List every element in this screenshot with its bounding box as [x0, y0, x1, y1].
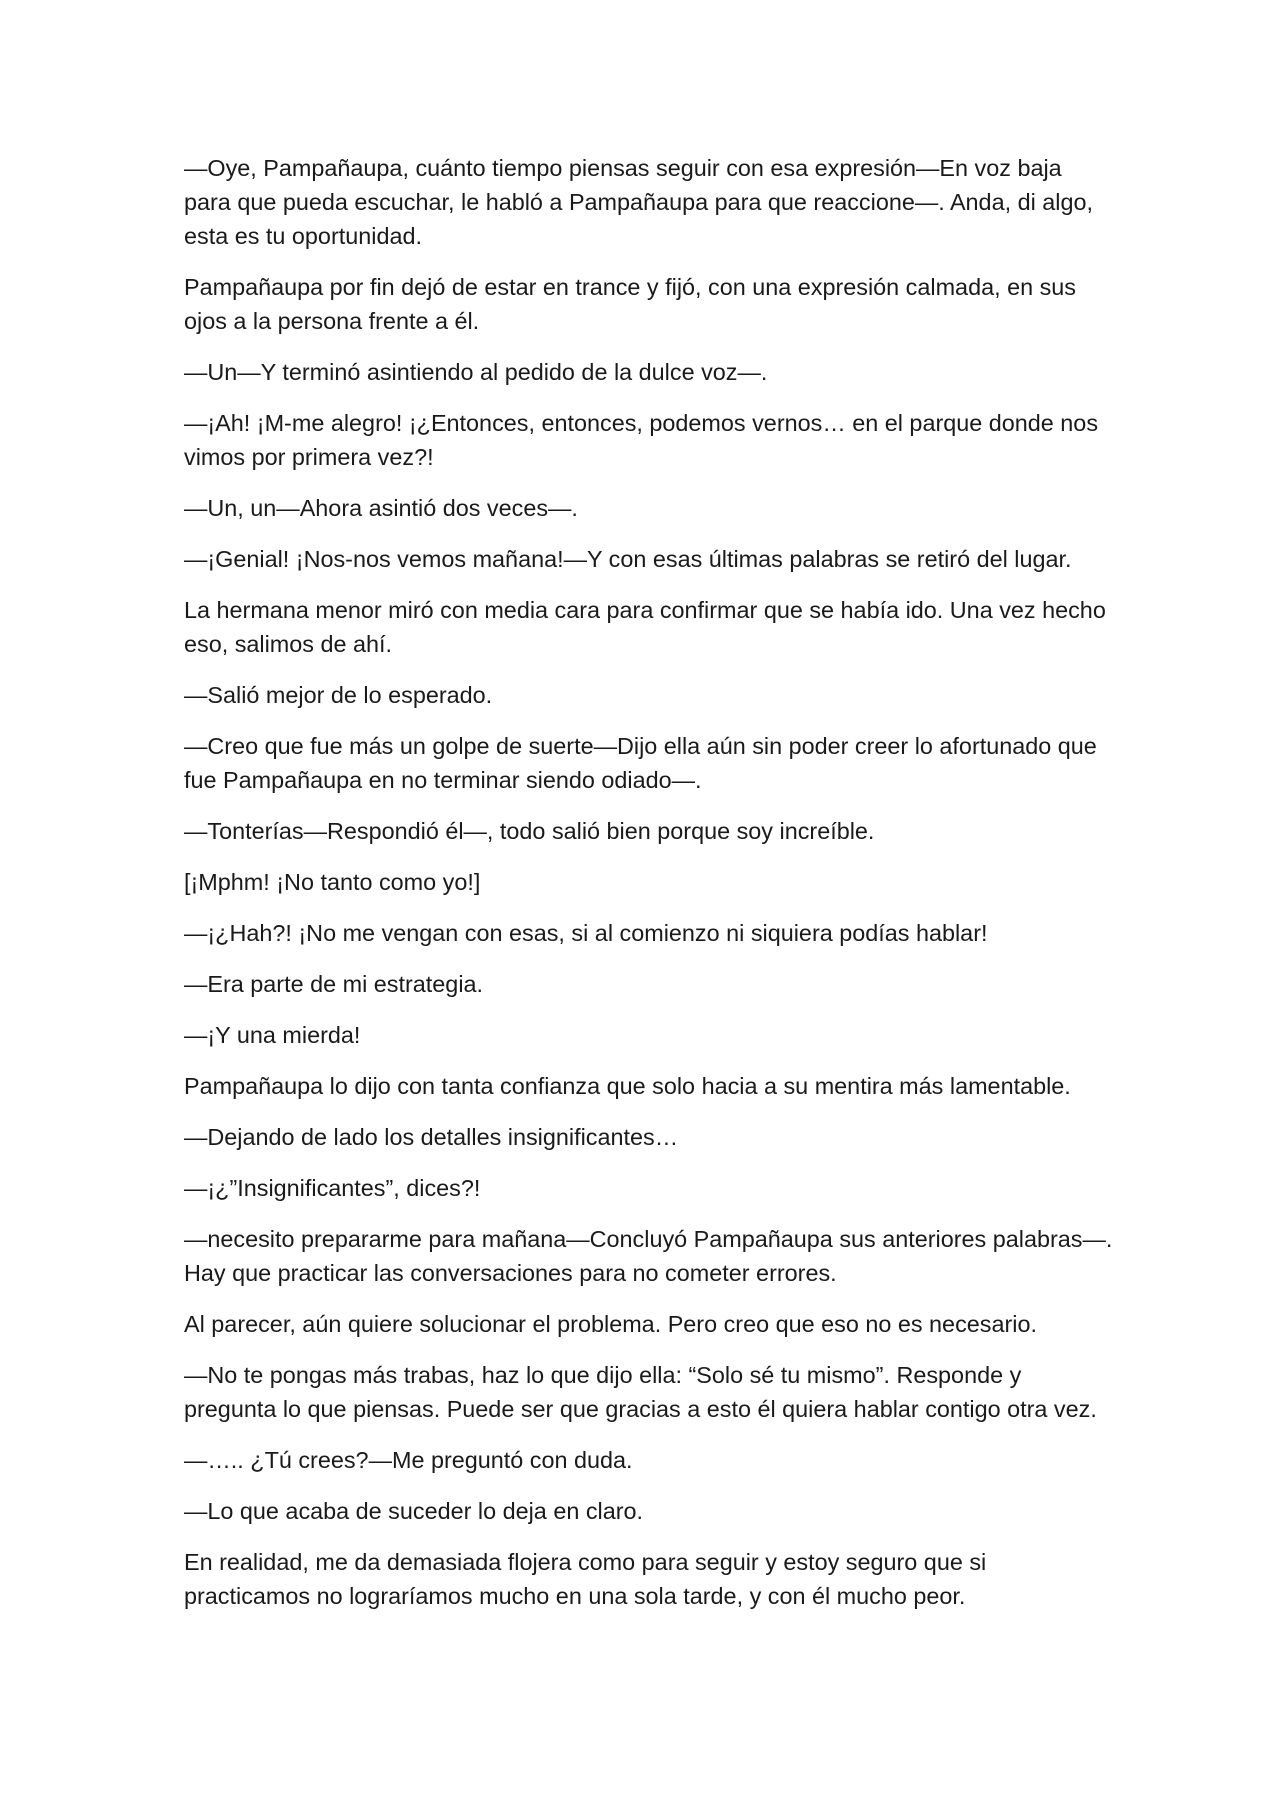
paragraph-11: [¡Mphm! ¡No tanto como yo!] [184, 869, 481, 895]
paragraph-16: —Dejando de lado los detalles insignificantes… [184, 1124, 679, 1150]
paragraph-21: —….. ¿Tú crees?—Me preguntó con duda. [184, 1447, 633, 1473]
paragraph-20: —No te pongas más trabas, haz lo que dijo ella: “Solo sé tu mismo”. Responde y pregunta lo que piensas. Puede ser que gracias a esto él quiera hablar contigo otra vez. [184, 1362, 1097, 1422]
paragraph-1: —Oye, Pampañaupa, cuánto tiempo piensas seguir con esa expresión—En voz baja para que pueda escuchar, le habló a Pampañaupa para que reaccione—. Anda, di algo, esta es tu oportunidad. [184, 155, 1094, 249]
paragraph-19: Al parecer, aún quiere solucionar el problema. Pero creo que eso no es necesario. [184, 1311, 1037, 1337]
paragraph-14: —¡Y una mierda! [184, 1022, 361, 1048]
paragraph-15: Pampañaupa lo dijo con tanta confianza que solo hacia a su mentira más lamentable. [184, 1073, 1071, 1099]
paragraph-9: —Creo que fue más un golpe de suerte—Dijo ella aún sin poder creer lo afortunado que fue Pampañaupa en no terminar siendo odiado—. [184, 733, 1097, 793]
paragraph-17: —¡¿”Insignificantes”, dices?! [184, 1175, 481, 1201]
paragraph-22: —Lo que acaba de suceder lo deja en claro. [184, 1498, 644, 1524]
paragraph-2: Pampañaupa por fin dejó de estar en trance y fijó, con una expresión calmada, en sus ojos a la persona frente a él. [184, 274, 1076, 334]
paragraph-5: —Un, un—Ahora asintió dos veces—. [184, 495, 578, 521]
document-page [184, 151, 1114, 1630]
paragraph-12: —¡¿Hah?! ¡No me vengan con esas, si al comienzo ni siquiera podías hablar! [184, 920, 988, 946]
paragraph-13: —Era parte de mi estrategia. [184, 971, 484, 997]
paragraph-6: —¡Genial! ¡Nos-nos vemos mañana!—Y con esas últimas palabras se retiró del lugar. [184, 546, 1072, 572]
paragraph-18: —necesito prepararme para mañana—Concluyó Pampañaupa sus anteriores palabras—. Hay que practicar las conversaciones para no cometer errores. [184, 1226, 1113, 1286]
paragraph-23: En realidad, me da demasiada flojera como para seguir y estoy seguro que si practicamos no lograríamos mucho en una sola tarde, y con él mucho peor. [184, 1549, 987, 1609]
paragraph-7: La hermana menor miró con media cara para confirmar que se había ido. Una vez hecho eso, salimos de ahí. [184, 597, 1106, 657]
paragraph-3: —Un—Y terminó asintiendo al pedido de la dulce voz—. [184, 359, 768, 385]
paragraph-4: —¡Ah! ¡M-me alegro! ¡¿Entonces, entonces, podemos vernos… en el parque donde nos vimos por primera vez?! [184, 410, 1099, 470]
paragraph-10: —Tonterías—Respondió él—, todo salió bien porque soy increíble. [184, 818, 875, 844]
paragraph-8: —Salió mejor de lo esperado. [184, 682, 493, 708]
